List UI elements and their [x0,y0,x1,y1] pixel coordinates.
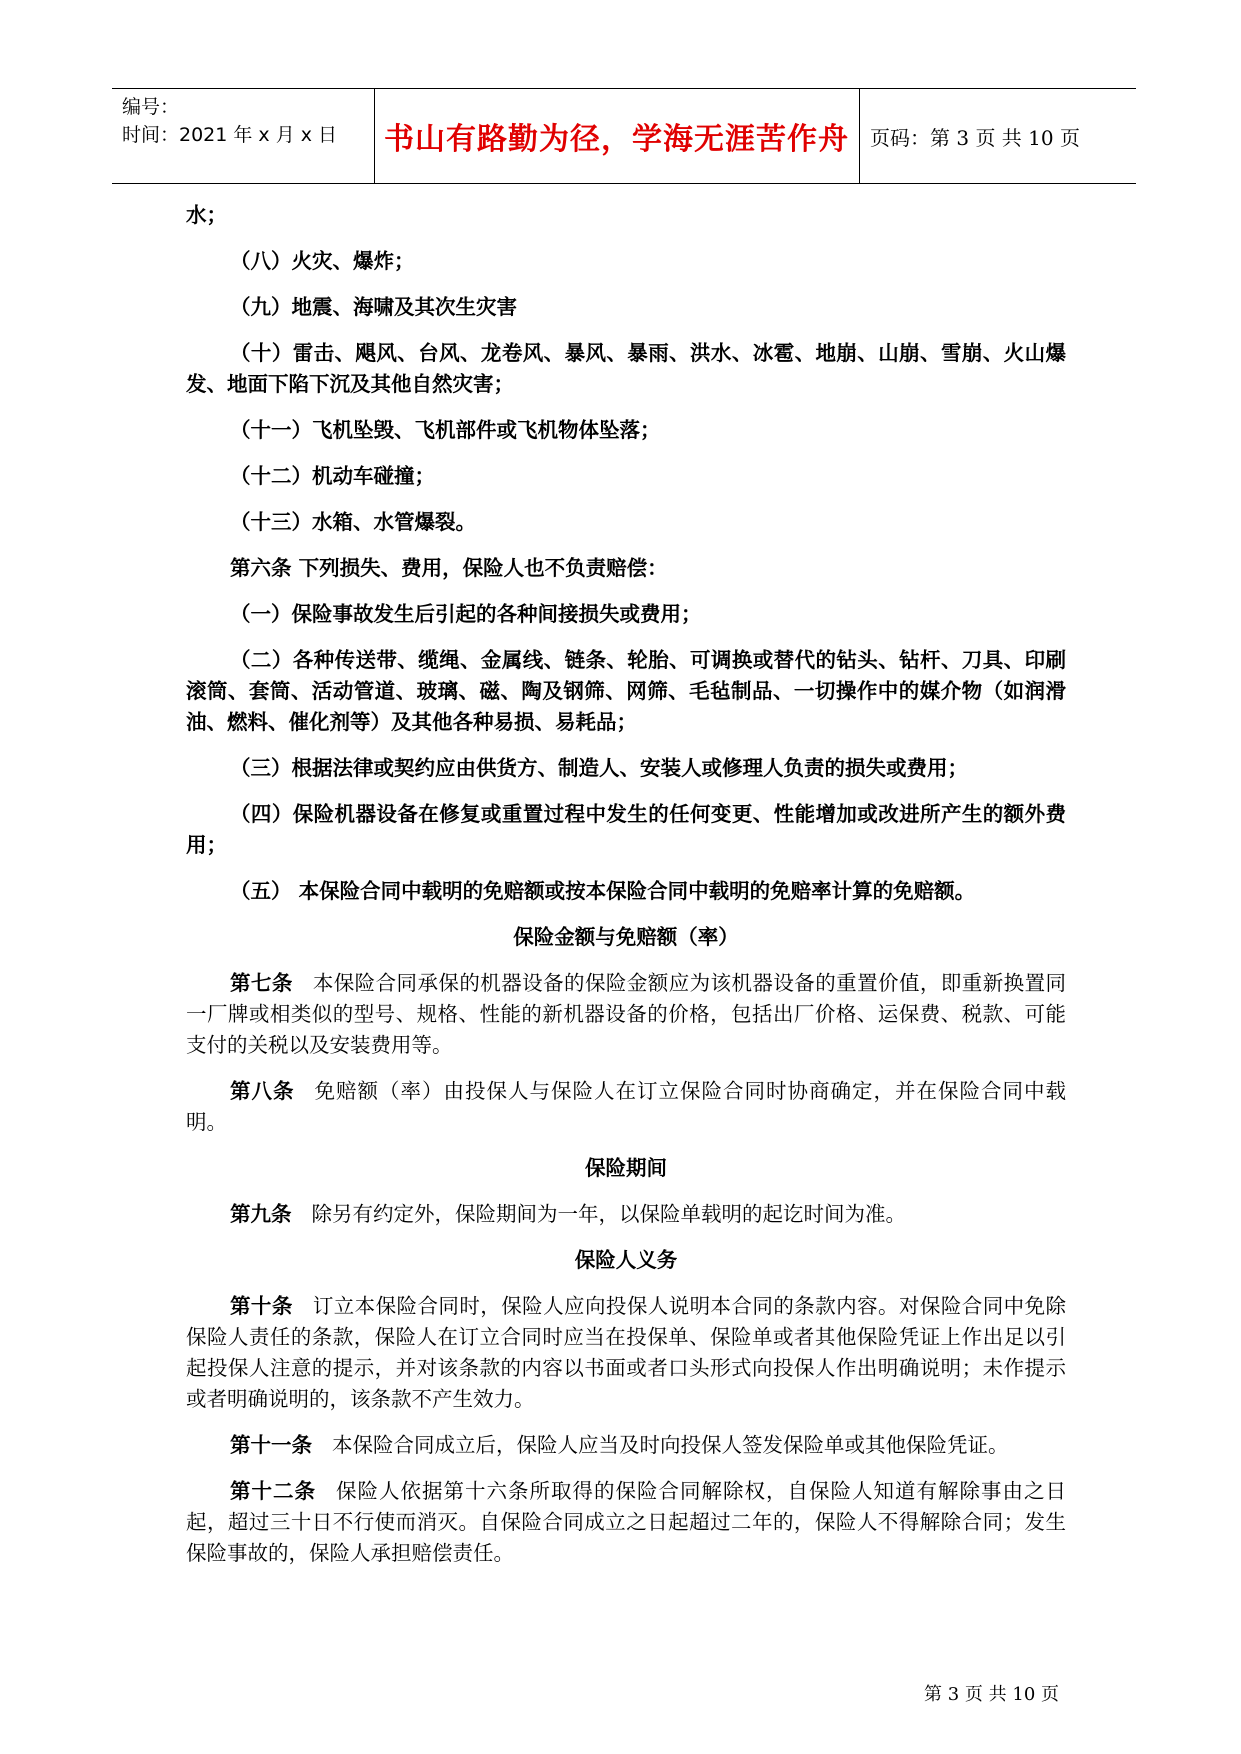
article-number: 第十二条 [230,1479,316,1503]
clause-paragraph: （十）雷击、飓风、台风、龙卷风、暴风、暴雨、洪水、冰雹、地崩、山崩、雪崩、火山爆发、地面下陷下沉及其他自然灾害； [186,341,1066,396]
article-number: 第十条 [230,1294,293,1318]
header-number-label: 编号： [122,96,180,118]
clause-paragraph: 第六条 下列损失、费用，保险人也不负责赔偿： [230,556,668,580]
clause-paragraph: （十二）机动车碰撞； [230,464,435,488]
article-number: 第九条 [230,1202,292,1226]
clause-paragraph: （五） 本保险合同中载明的免赔额或按本保险合同中载明的免赔率计算的免赔额。 [230,879,976,903]
article-text: 除另有约定外，保险期间为一年，以保险单载明的起讫时间为准。 [311,1202,906,1226]
section-heading: 保险期间 [585,1156,667,1180]
article-text: 本保险合同承保的机器设备的保险金额应为该机器设备的重置价值，即重新换置同一厂牌或相类似的型号、规格、性能的新机器设备的价格，包括出厂价格、运保费、税款、可能支付的关税以及安装费用等。 [186,971,1067,1057]
clause-paragraph: （九）地震、海啸及其次生灾害 [230,295,517,319]
article-number: 第七条 [230,971,293,995]
article-paragraph [186,1476,1066,1569]
article-paragraph [186,1291,1066,1415]
article-paragraph [186,1430,1066,1461]
article-text: 保险人依据第十六条所取得的保险合同解除权，自保险人知道有解除事由之日起，超过三十日不行使而消灭。自保险合同成立之日起超过二年的，保险人不得解除合同；发生保险事故的，保险人承担赔偿责任。 [186,1479,1066,1565]
page-footer: 第 3 页 共 10 页 [924,1684,1059,1705]
article-text: 免赔额（率）由投保人与保险人在订立保险合同时协商确定，并在保险合同中载明。 [186,1079,1066,1134]
article-paragraph [186,1076,1066,1138]
clause-paragraph: （三）根据法律或契约应由供货方、制造人、安装人或修理人负责的损失或费用； [230,756,968,780]
header-page-info: 页码：第 3 页 共 10 页 [870,125,1080,150]
clause-paragraph: 水； [186,203,227,227]
section-heading: 保险金额与免赔额（率） [513,925,739,949]
header-time-label: 时间：2021 年 x 月 x 日 [122,124,338,146]
article-text: 本保险合同成立后，保险人应当及时向投保人签发保险单或其他保险凭证。 [332,1433,1009,1457]
header-motto: 书山有路勤为径，学海无涯苦作舟 [384,122,849,157]
header-divider [859,89,860,183]
document-body [186,200,1066,1584]
article-number: 第十一条 [230,1433,312,1457]
article-paragraph [186,1199,1066,1230]
header-meta [122,93,374,149]
clause-paragraph: （四）保险机器设备在修复或重置过程中发生的任何变更、性能增加或改进所产生的额外费用； [186,802,1066,857]
clause-paragraph: （二）各种传送带、缆绳、金属线、链条、轮胎、可调换或替代的钻头、钻杆、刀具、印刷滚筒、套筒、活动管道、玻璃、磁、陶及钢筛、网筛、毛毡制品、一切操作中的媒介物（如润滑油、燃料、催化剂等）及其他各种易损、易耗品； [186,648,1066,734]
article-text: 订立本保险合同时，保险人应向投保人说明本合同的条款内容。对保险合同中免除保险人责任的条款，保险人在订立合同时应当在投保单、保险单或者其他保险凭证上作出足以引起投保人注意的提示，并对该条款的内容以书面或者口头形式向投保人作出明确说明；未作提示或者明确说明的，该条款不产生效力。 [186,1294,1067,1411]
section-heading: 保险人义务 [574,1248,678,1272]
page-header [112,88,1136,184]
article-number: 第八条 [230,1079,295,1103]
article-paragraph [186,968,1066,1061]
clause-paragraph: （八）火灾、爆炸； [230,249,415,273]
clause-paragraph: （十一）飞机坠毁、飞机部件或飞机物体坠落； [230,418,661,442]
clause-paragraph: （十三）水箱、水管爆裂。 [230,510,476,534]
clause-paragraph: （一）保险事故发生后引起的各种间接损失或费用； [230,602,702,626]
